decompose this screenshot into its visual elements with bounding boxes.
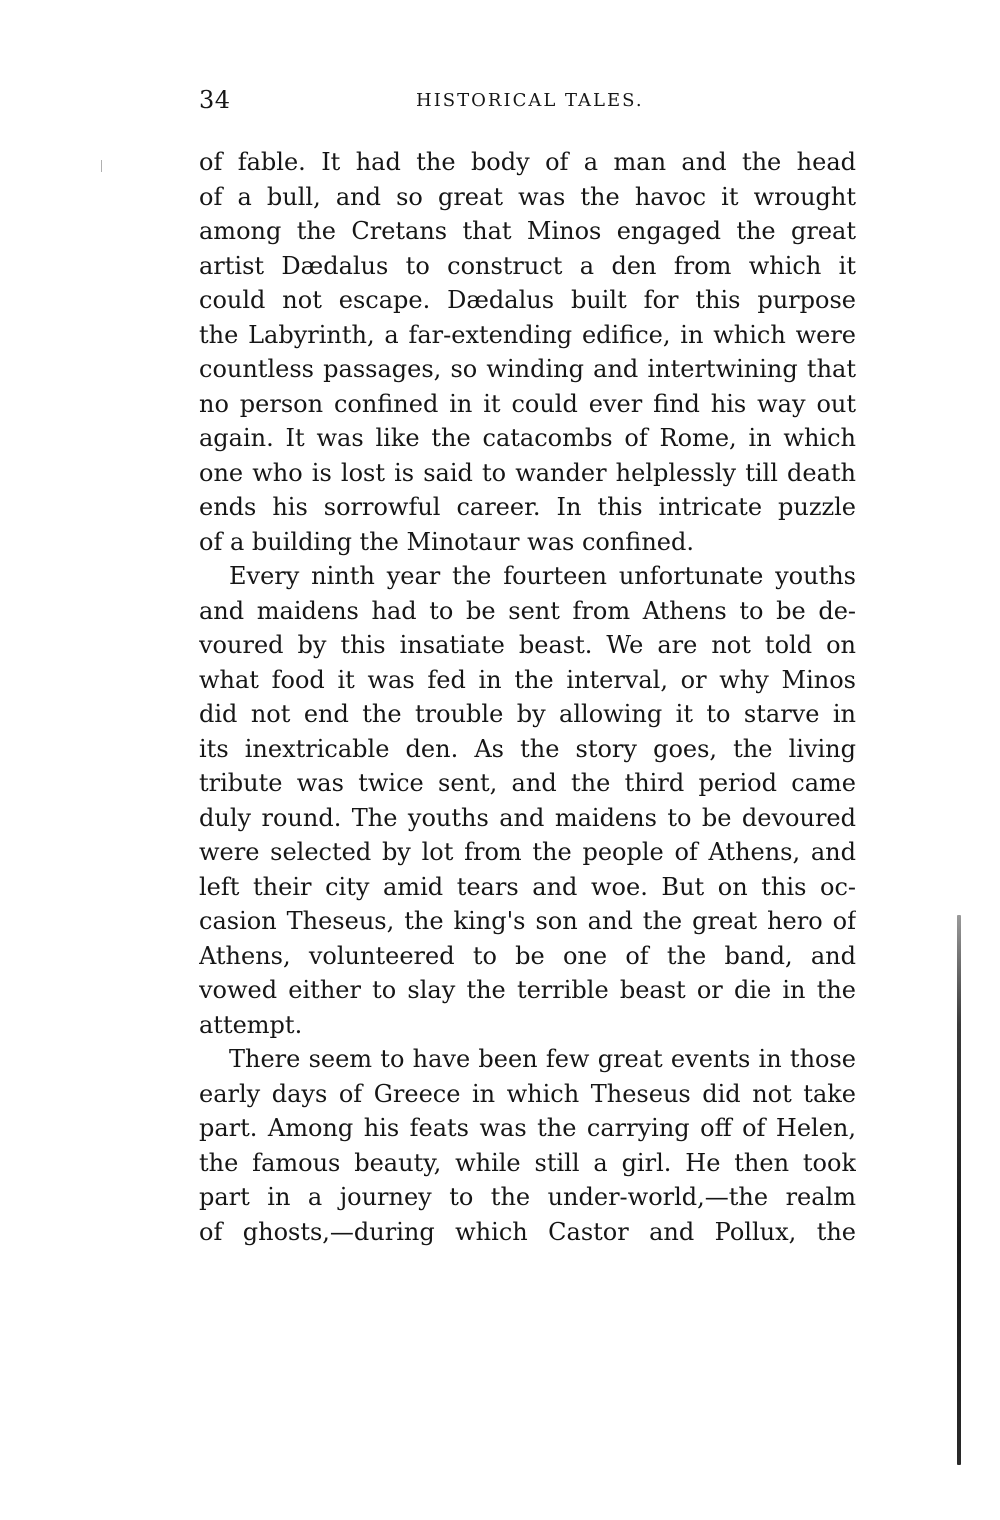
text-line: part. Among his feats was the carrying off of Helen, [199, 1114, 856, 1142]
page-number: 34 [199, 86, 231, 114]
text-line: the famous beauty, while still a girl. He then took [199, 1148, 856, 1177]
text-line: vowed either to slay the terrible beast or die in the [199, 976, 856, 1004]
margin-speck [101, 160, 102, 172]
text-line: did not end the trouble by allowing it to starve in [199, 700, 856, 728]
text-line: were selected by lot from the people of Athens, and [199, 838, 856, 866]
text-line: and maidens had to be sent from Athens to be de- [199, 596, 856, 625]
binding-edge-mark [957, 915, 961, 1465]
text-line: tribute was twice sent, and the third period came [199, 769, 856, 797]
paragraph [199, 1042, 856, 1249]
text-line: ends his sorrowful career. In this intricate puzzle [199, 493, 856, 521]
text-line: duly round. The youths and maidens to be devoured [199, 803, 856, 832]
text-line: Every ninth year the fourteen unfortunate youths [229, 562, 856, 590]
text-line: countless passages, so winding and intertwining that [199, 355, 856, 383]
text-line: no person confined in it could ever find his way out [199, 389, 856, 418]
text-line: part in a journey to the under-world,—the realm [199, 1183, 856, 1211]
text-line: of a building the Minotaur was confined. [199, 527, 694, 556]
text-line: voured by this insatiate beast. We are not told on [199, 631, 856, 659]
text-line: of ghosts,—during which Castor and Pollux, the [199, 1217, 856, 1246]
text-line: what food it was fed in the interval, or why Minos [199, 665, 856, 694]
text-line: among the Cretans that Minos engaged the great [199, 217, 856, 245]
text-line: casion Theseus, the king's son and the great hero of [199, 907, 856, 935]
running-title: HISTORICAL TALES. [416, 90, 644, 111]
text-line: Athens, volunteered to be one of the band, and [199, 941, 856, 970]
text-line: attempt. [199, 1010, 303, 1039]
text-line: of fable. It had the body of a man and the head [199, 148, 856, 176]
text-line: left their city amid tears and woe. But on this oc- [199, 872, 856, 901]
text-line: one who is lost is said to wander helplessly till death [199, 458, 856, 487]
body-text [199, 145, 856, 1249]
text-line: early days of Greece in which Theseus did not take [199, 1079, 856, 1108]
text-line: its inextricable den. As the story goes, the living [199, 734, 856, 763]
text-line: again. It was like the catacombs of Rome, in which [199, 424, 856, 452]
text-line: the Labyrinth, a far-extending edifice, in which were [199, 320, 856, 349]
paragraph [199, 559, 856, 1042]
text-line: could not escape. Dædalus built for this purpose [199, 286, 856, 314]
text-line: artist Dædalus to construct a den from which it [199, 251, 856, 280]
text-line: There seem to have been few great events in those [229, 1045, 856, 1073]
text-line: of a bull, and so great was the havoc it wrought [199, 182, 856, 211]
paragraph [199, 145, 856, 559]
